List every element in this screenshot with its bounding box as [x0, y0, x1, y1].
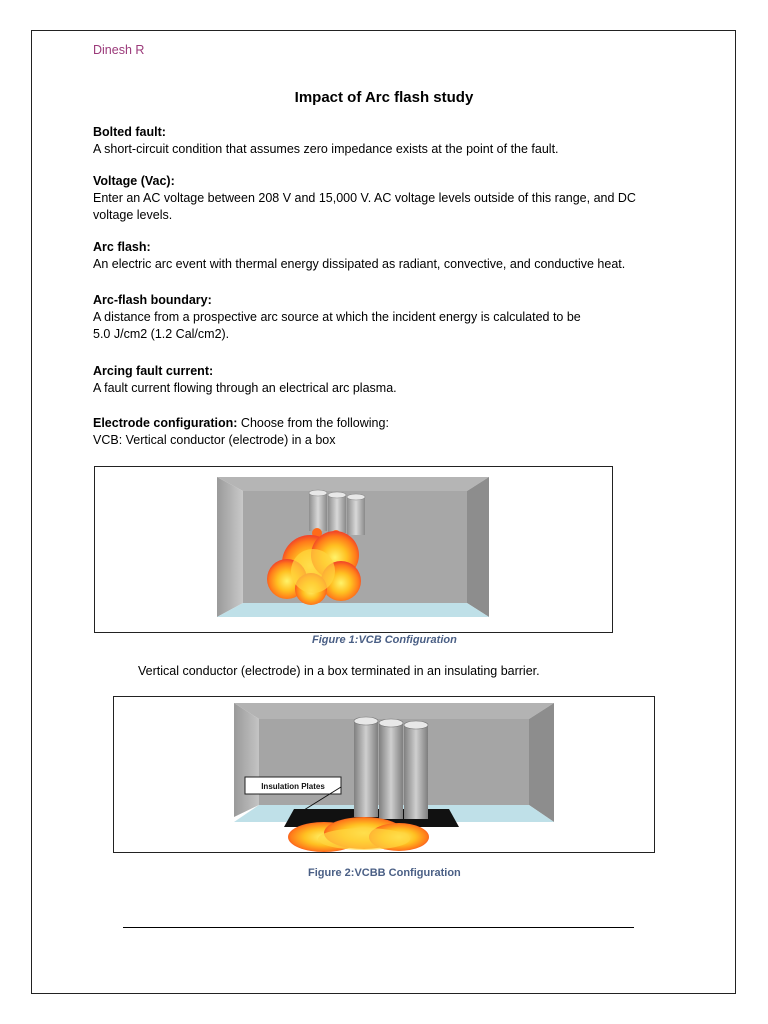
figure-2-box-right-wall	[529, 703, 554, 822]
definition-arcing-fault-current: A fault current flowing through an electrical arc plasma.	[93, 381, 397, 395]
definition-bolted-fault: A short-circuit condition that assumes zero impedance exists at the point of the fault.	[93, 142, 559, 156]
term-arcing-fault-current: Arcing fault current:	[93, 364, 214, 378]
figure-2-caption: Figure 2:VCBB Configuration	[308, 867, 461, 879]
term-arc-flash-boundary: Arc-flash boundary:	[93, 293, 212, 307]
figure-1-frame	[94, 466, 613, 633]
term-bolted-fault: Bolted fault:	[93, 125, 166, 139]
electrode-vcb-line: VCB: Vertical conductor (electrode) in a box	[93, 433, 336, 447]
definition-arc-flash-boundary-line1: A distance from a prospective arc source at which the incident energy is calculated to be	[93, 310, 581, 324]
author-name: Dinesh R	[93, 43, 145, 57]
term-arc-flash: Arc flash:	[93, 240, 151, 254]
figure-1-box-floor	[217, 603, 489, 617]
figure-2-box-top	[234, 703, 554, 719]
figure-1-caption: Figure 1:VCB Configuration	[312, 634, 457, 646]
term-voltage: Voltage (Vac):	[93, 174, 175, 188]
section-arc-flash	[93, 239, 673, 273]
electrode-intro: Choose from the following:	[237, 416, 389, 430]
figure-1-box-top	[217, 477, 489, 491]
section-arcing-fault-current	[93, 363, 673, 397]
section-arc-flash-boundary	[93, 292, 673, 343]
section-electrode-configuration	[93, 415, 673, 449]
figure-2-label: Insulation Plates	[261, 782, 325, 791]
section-voltage	[93, 173, 673, 224]
definition-arc-flash: An electric arc event with thermal energy dissipated as radiant, convective, and conductive heat.	[93, 257, 626, 271]
definition-arc-flash-boundary-line2: 5.0 J/cm2 (1.2 Cal/cm2).	[93, 327, 230, 341]
figure-1-box-right-wall	[467, 477, 489, 617]
figure-2-electrodes	[354, 717, 428, 819]
page-title: Impact of Arc flash study	[294, 89, 474, 106]
figure-2-box-left-wall	[234, 703, 259, 817]
section-bolted-fault	[93, 124, 673, 158]
figure-1-box-left-wall	[217, 477, 243, 617]
definition-voltage: Enter an AC voltage between 208 V and 15,000 V. AC voltage levels outside of this range, and DC voltage levels.	[93, 191, 636, 222]
footer-rule	[123, 927, 634, 928]
figure-2-vcbb-image	[114, 697, 654, 852]
term-electrode-configuration: Electrode configuration:	[93, 416, 238, 430]
vcbb-description: Vertical conductor (electrode) in a box terminated in an insulating barrier.	[138, 664, 540, 678]
figure-1-vcb-image	[95, 467, 612, 632]
figure-2-frame	[113, 696, 655, 853]
